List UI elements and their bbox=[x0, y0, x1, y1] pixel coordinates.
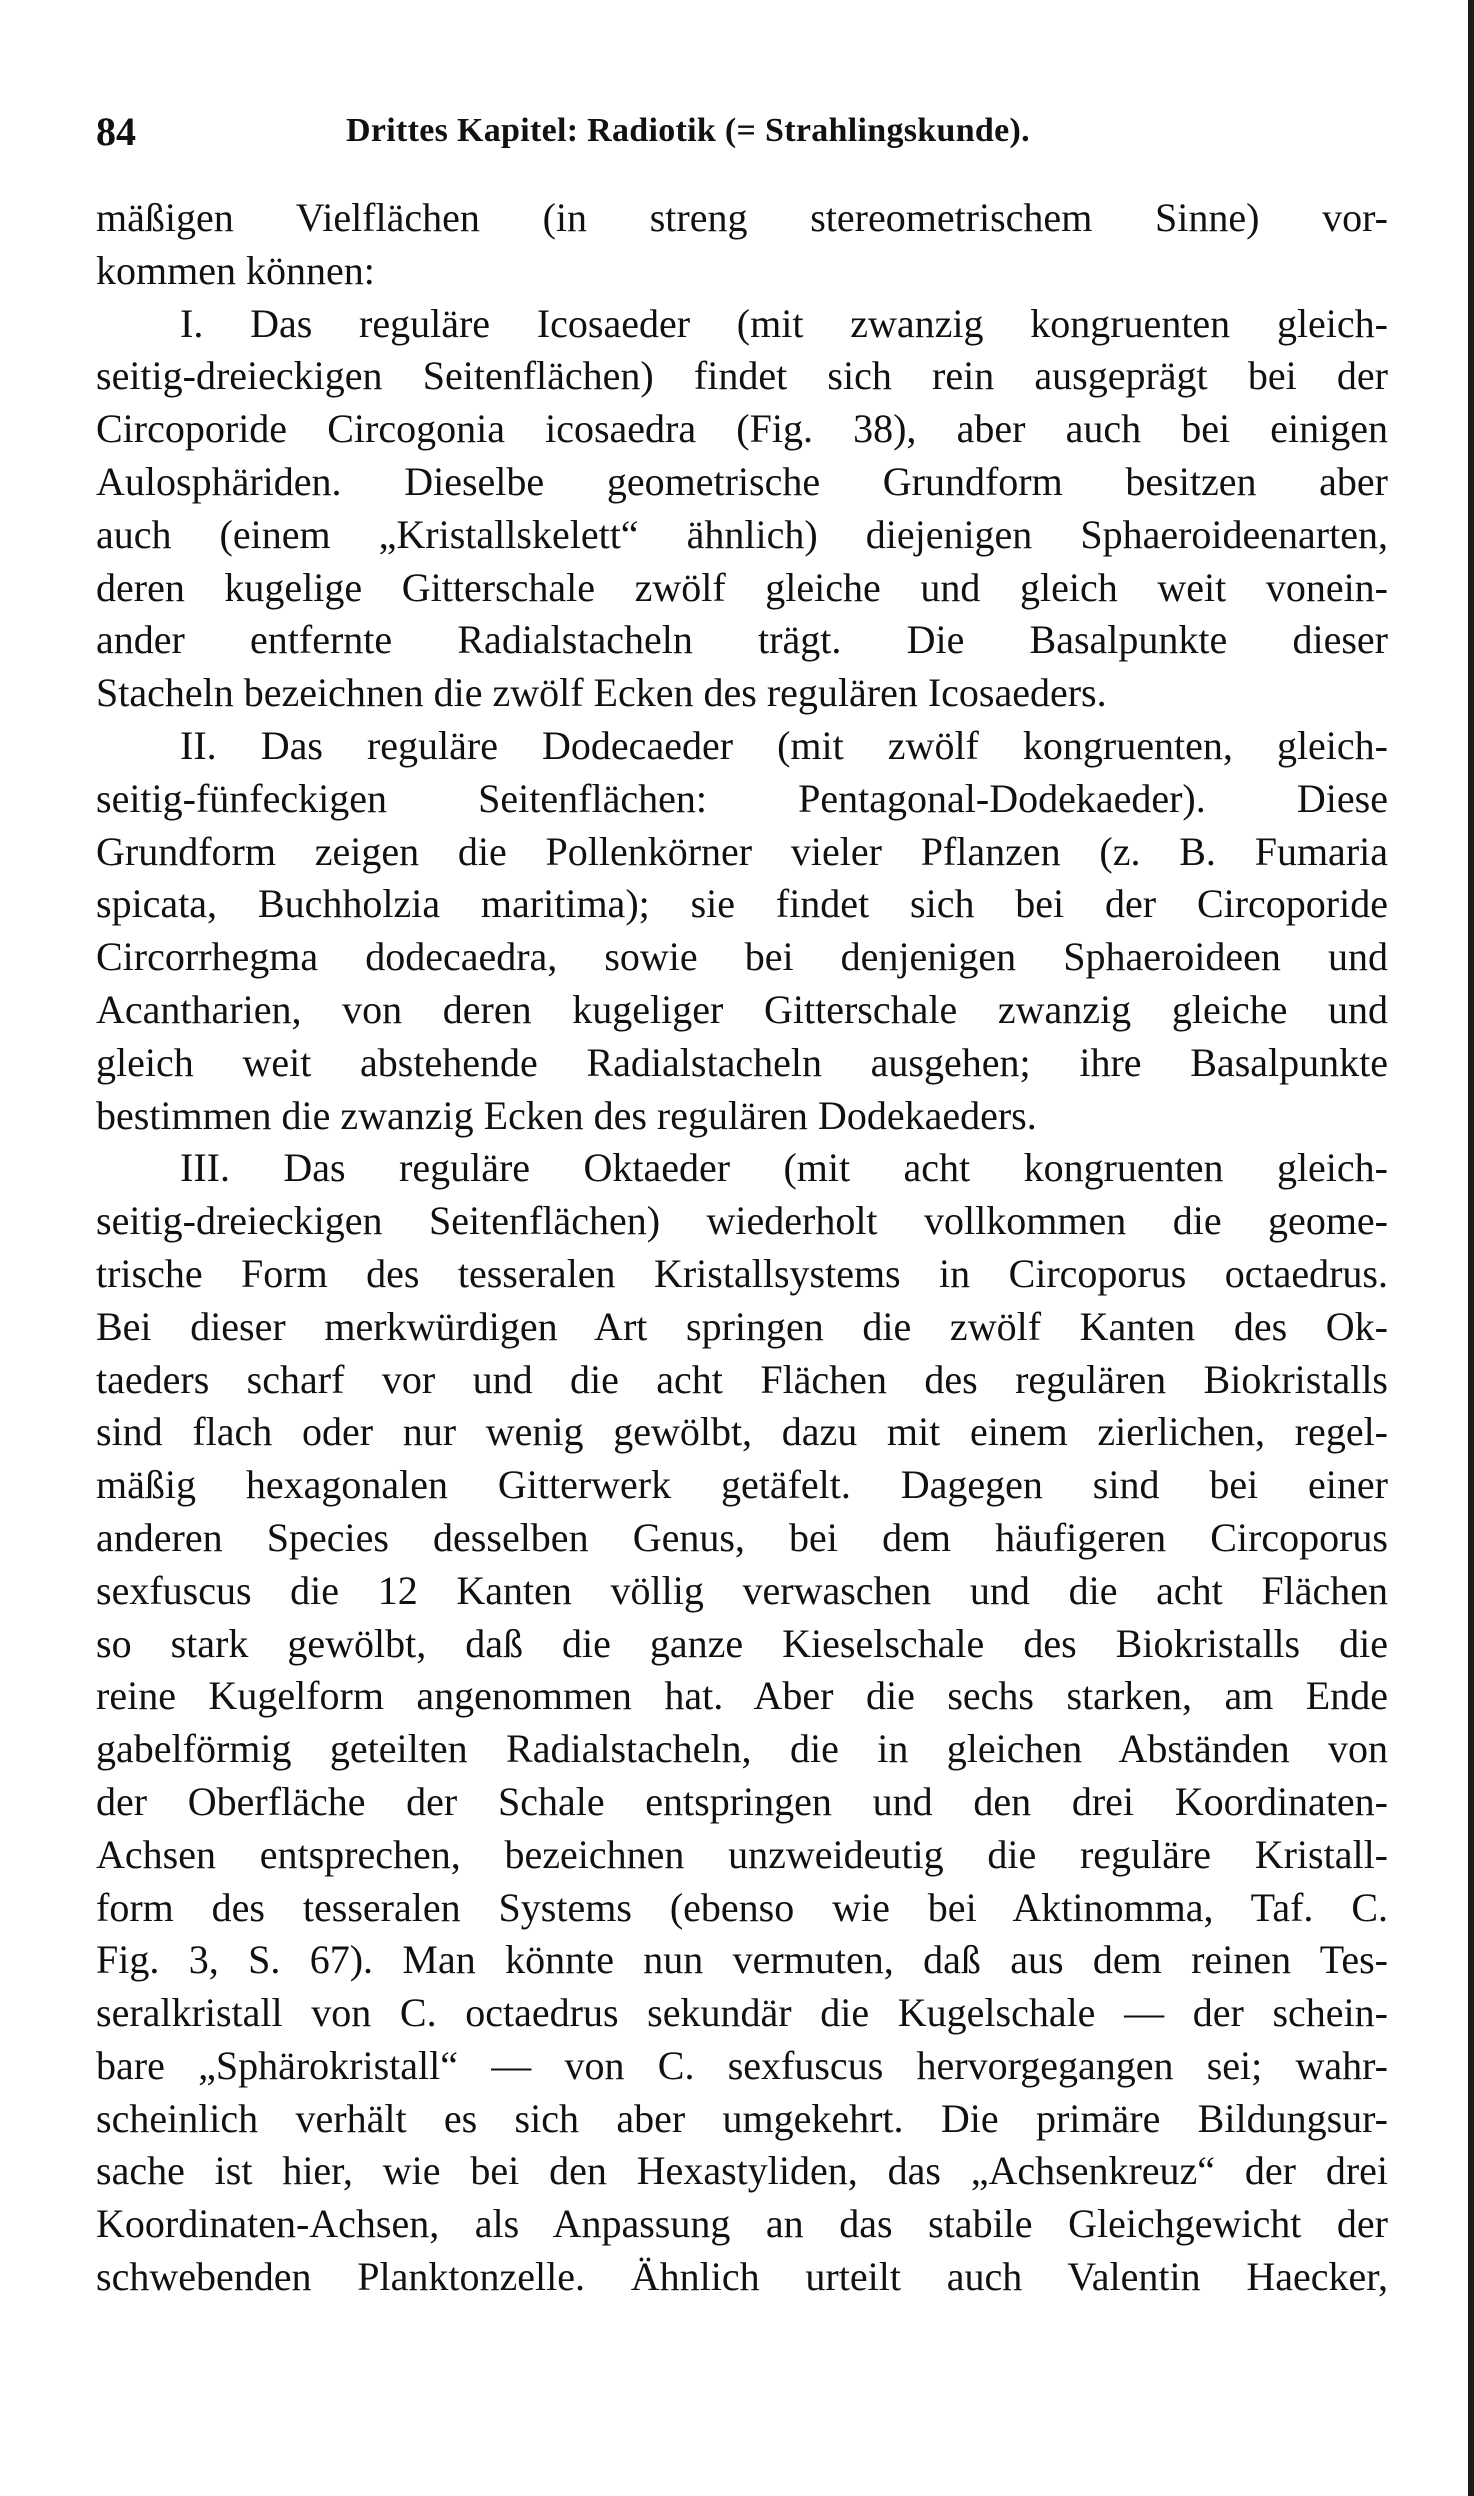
text-line: seitig-dreieckigen Seitenflächen) findet sich rein ausgeprägt bei der bbox=[96, 353, 1388, 399]
page-number: 84 bbox=[96, 109, 136, 154]
text-line: taeders scharf vor und die acht Flächen des regulären Biokristalls bbox=[96, 1356, 1388, 1402]
text-line: auch (einem „Kristallskelett“ ähnlich) diejenigen Sphaeroideenarten, bbox=[96, 511, 1388, 557]
text-line: seralkristall von C. octaedrus sekundär die Kugelschale — der schein- bbox=[96, 1990, 1388, 2036]
text-line: spicata, Buchholzia maritima); sie findet sich bei der Circoporide bbox=[96, 881, 1388, 927]
text-line: Acantharien, von deren kugeliger Gitterschale zwanzig gleiche und bbox=[96, 986, 1388, 1032]
running-head: Drittes Kapitel: Radiotik (= Strahlingskunde). bbox=[346, 112, 1030, 149]
text-line: Stacheln bezeichnen die zwölf Ecken des regulären Icosaeders. bbox=[96, 670, 1107, 716]
text-line: schwebenden Planktonzelle. Ähnlich urteilt auch Valentin Haecker, bbox=[96, 2254, 1388, 2300]
text-line: mäßigen Vielflächen (in streng stereometrischem Sinne) vor- bbox=[96, 195, 1388, 240]
text-line: III. Das reguläre Oktaeder (mit acht kongruenten gleich- bbox=[180, 1145, 1388, 1191]
text-line: seitig-fünfeckigen Seitenflächen: Pentagonal-Dodekaeder). Diese bbox=[96, 775, 1388, 821]
page-edge bbox=[1468, 0, 1474, 2496]
text-line: Fig. 3, S. 67). Man könnte nun vermuten, daß aus dem reinen Tes- bbox=[96, 1937, 1388, 1983]
text-line: ander entfernte Radialstacheln trägt. Die Basalpunkte dieser bbox=[96, 617, 1388, 663]
text-line: Koordinaten-Achsen, als Anpassung an das stabile Gleichgewicht der bbox=[96, 2201, 1388, 2247]
text-line: anderen Species desselben Genus, bei dem häufigeren Circoporus bbox=[96, 1514, 1388, 1560]
body-text bbox=[96, 192, 1388, 2304]
text-line: gabelförmig geteilten Radialstacheln, die in gleichen Abständen von bbox=[96, 1726, 1388, 1772]
text-line: form des tesseralen Systems (ebenso wie bei Aktinomma, Taf. C. bbox=[96, 1884, 1388, 1930]
text-line: sache ist hier, wie bei den Hexastyliden, das „Achsenkreuz“ der drei bbox=[96, 2148, 1388, 2194]
text-line: Circoporide Circogonia icosaedra (Fig. 38), aber auch bei einigen bbox=[96, 406, 1388, 452]
text-line: so stark gewölbt, daß die ganze Kieselschale des Biokristalls die bbox=[96, 1620, 1388, 1666]
text-line: Grundform zeigen die Pollenkörner vieler Pflanzen (z. B. Fumaria bbox=[96, 828, 1388, 874]
text-line: deren kugelige Gitterschale zwölf gleiche und gleich weit vonein- bbox=[96, 564, 1388, 610]
text-line: Circorrhegma dodecaedra, sowie bei denjenigen Sphaeroideen und bbox=[96, 934, 1388, 980]
text-line: seitig-dreieckigen Seitenflächen) wiederholt vollkommen die geome- bbox=[96, 1198, 1388, 1244]
text-line: bare „Sphärokristall“ — von C. sexfuscus hervorgegangen sei; wahr- bbox=[96, 2042, 1388, 2088]
text-line: scheinlich verhält es sich aber umgekehrt. Die primäre Bildungsur- bbox=[96, 2095, 1388, 2141]
text-line: mäßig hexagonalen Gitterwerk getäfelt. Dagegen sind bei einer bbox=[96, 1462, 1388, 1508]
page-header bbox=[96, 108, 1386, 168]
text-line: gleich weit abstehende Radialstacheln ausgehen; ihre Basalpunkte bbox=[96, 1039, 1388, 1085]
text-line: sexfuscus die 12 Kanten völlig verwaschen und die acht Flächen bbox=[96, 1567, 1388, 1613]
text-line: Achsen entsprechen, bezeichnen unzweideutig die reguläre Kristall- bbox=[96, 1831, 1388, 1877]
text-line: der Oberfläche der Schale entspringen und den drei Koordinaten- bbox=[96, 1778, 1388, 1824]
text-line: Aulosphäriden. Dieselbe geometrische Grundform besitzen aber bbox=[96, 458, 1388, 504]
text-line: sind flach oder nur wenig gewölbt, dazu mit einem zierlichen, regel- bbox=[96, 1409, 1388, 1455]
text-line: I. Das reguläre Icosaeder (mit zwanzig kongruenten gleich- bbox=[180, 300, 1388, 346]
text-line: bestimmen die zwanzig Ecken des regulären Dodekaeders. bbox=[96, 1092, 1037, 1138]
text-line: reine Kugelform angenommen hat. Aber die sechs starken, am Ende bbox=[96, 1673, 1388, 1719]
text-line: kommen können: bbox=[96, 247, 375, 293]
text-line: Bei dieser merkwürdigen Art springen die zwölf Kanten des Ok- bbox=[96, 1303, 1388, 1349]
text-line: II. Das reguläre Dodecaeder (mit zwölf kongruenten, gleich- bbox=[180, 722, 1388, 768]
text-line: trische Form des tesseralen Kristallsystems in Circoporus octaedrus. bbox=[96, 1250, 1388, 1296]
